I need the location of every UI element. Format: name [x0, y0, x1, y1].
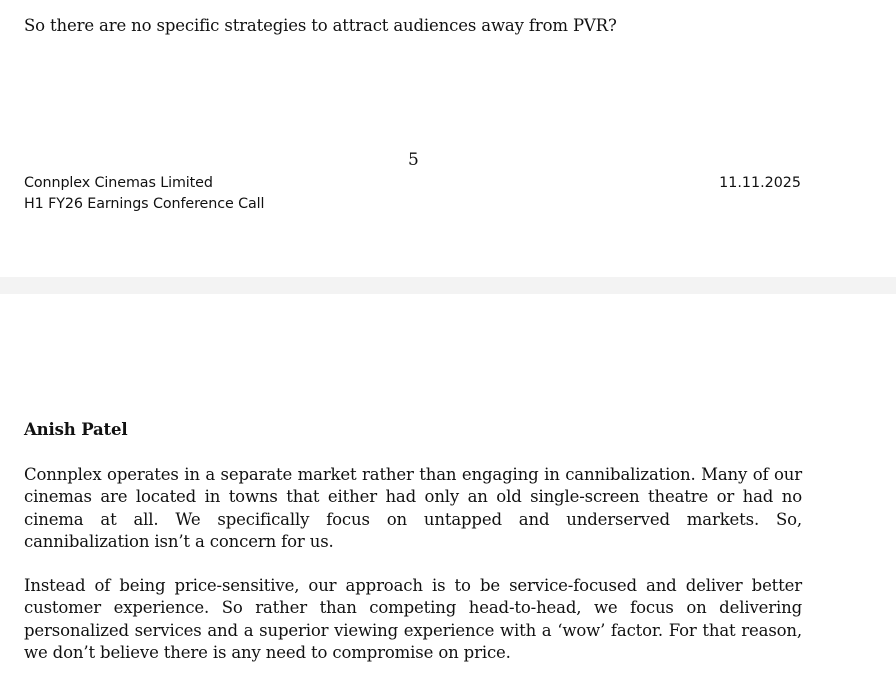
document-page-previous — [0, 0, 896, 277]
question-text: So there are no specific strategies to attract audiences away from PVR? — [24, 16, 617, 35]
answer-paragraph: Instead of being price-sensitive, our approach is to be service-focused and deliver better customer experience. So rather than competing head-to-head, we focus on delivering personalized services and a superior viewing experience with a ‘wow’ factor. For that reason, we don’t believe there is any need to compromise on price. — [24, 576, 802, 662]
page-separator — [0, 277, 896, 294]
answer-paragraph: Connplex operates in a separate market rather than engaging in cannibalization. Many of our cinemas are located in towns that either had only an old single-screen theatre or had no cinema at all. We specifically focus on untapped and underserved markets. So, cannibalization isn’t a concern for us. — [24, 465, 802, 551]
speaker-name: Anish Patel — [24, 420, 128, 439]
footer-date: 11.11.2025 — [719, 175, 801, 191]
page-footer-left — [24, 173, 264, 215]
page-number: 5 — [408, 150, 419, 170]
footer-company-name: Connplex Cinemas Limited — [24, 175, 213, 191]
footer-event-name: H1 FY26 Earnings Conference Call — [24, 196, 265, 212]
